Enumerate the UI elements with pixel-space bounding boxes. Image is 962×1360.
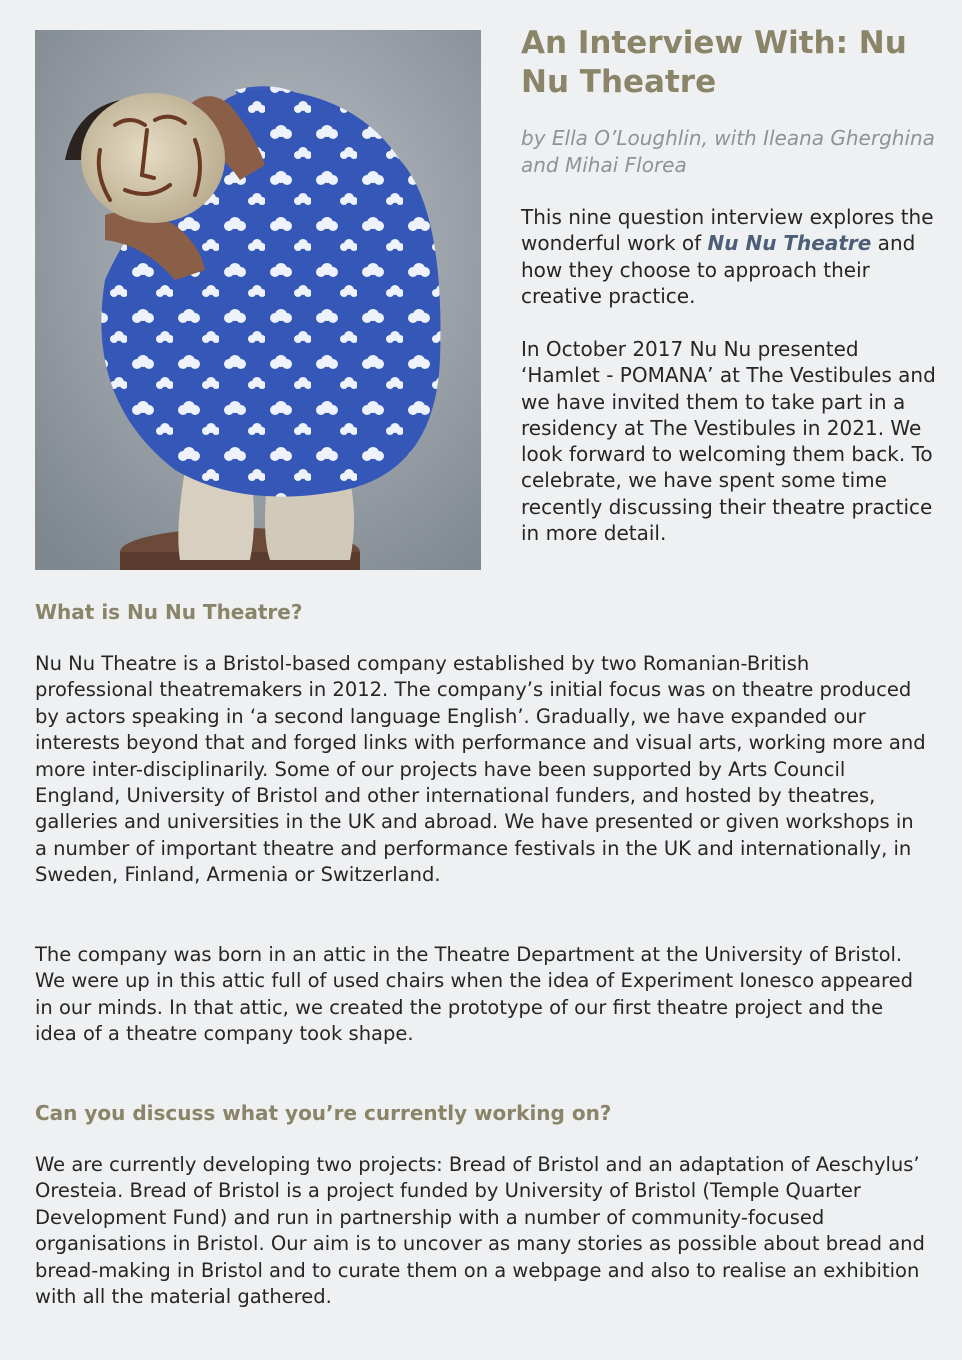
article-byline: by Ella O’Loughlin, with Ileana Gherghina and Mihai Florea [521, 126, 935, 177]
body-paragraph: Nu Nu Theatre is a Bristol-based company established by two Romanian-British professional theatremakers in 2012. The company’s initial focus was on theatre produced by actors speaking in ‘a second language English’. Gradually, we have expanded our interests beyond that and forged links with performance and visual arts, working more and more inter-disciplinarily. Some of our projects have been supported by Arts Council England, University of Bristol and other international funders, and hosted by theatres, galleries and universities in the UK and abroad. We have presented or given workshops in a number of important theatre and performance festivals in the UK and internationally, in Sweden, Finland, Armenia or Switzerland. [35, 652, 926, 887]
company-name-highlight: Nu Nu Theatre [707, 231, 872, 256]
body-paragraph: We are currently developing two projects: Bread of Bristol and an adaptation of Aeschylus’ Oresteia. Bread of Bristol is a project funded by University of Bristol (Temple Quarter Development Fund) and run in partnership with a number of community-focused organisations in Bristol. Our aim is to uncover as many stories as possible about bread and bread-making in Bristol and to curate them on a webpage and also to realise an exhibition with all the material gathered. [35, 1153, 925, 1309]
intro-paragraph [521, 204, 941, 309]
intro-paragraph-2: In October 2017 Nu Nu presented ‘Hamlet - POMANA’ at The Vestibules and we have invited them to take part in a residency at The Vestibules in 2021. We look forward to welcoming them back. To celebrate, we have spent some time recently discussing their theatre practice in more detail. [521, 337, 936, 546]
intro-text-start: This nine question interview explores the wonderful work of [521, 205, 934, 256]
intro-text-end: and how they choose to approach their creative practice. [521, 231, 916, 308]
crouching-performer-photo [35, 30, 481, 570]
article-title: An Interview With: Nu Nu Theatre [521, 25, 907, 100]
section-heading: Can you discuss what you’re currently working on? [35, 1101, 612, 1125]
body-paragraph: The company was born in an attic in the Theatre Department at the University of Bristol. We were up in this attic full of used chairs when the idea of Experiment Ionesco appeared in our minds. In that attic, we created the prototype of our first theatre project and the idea of a theatre company took shape. [35, 943, 914, 1046]
section-heading: What is Nu Nu Theatre? [35, 600, 303, 624]
